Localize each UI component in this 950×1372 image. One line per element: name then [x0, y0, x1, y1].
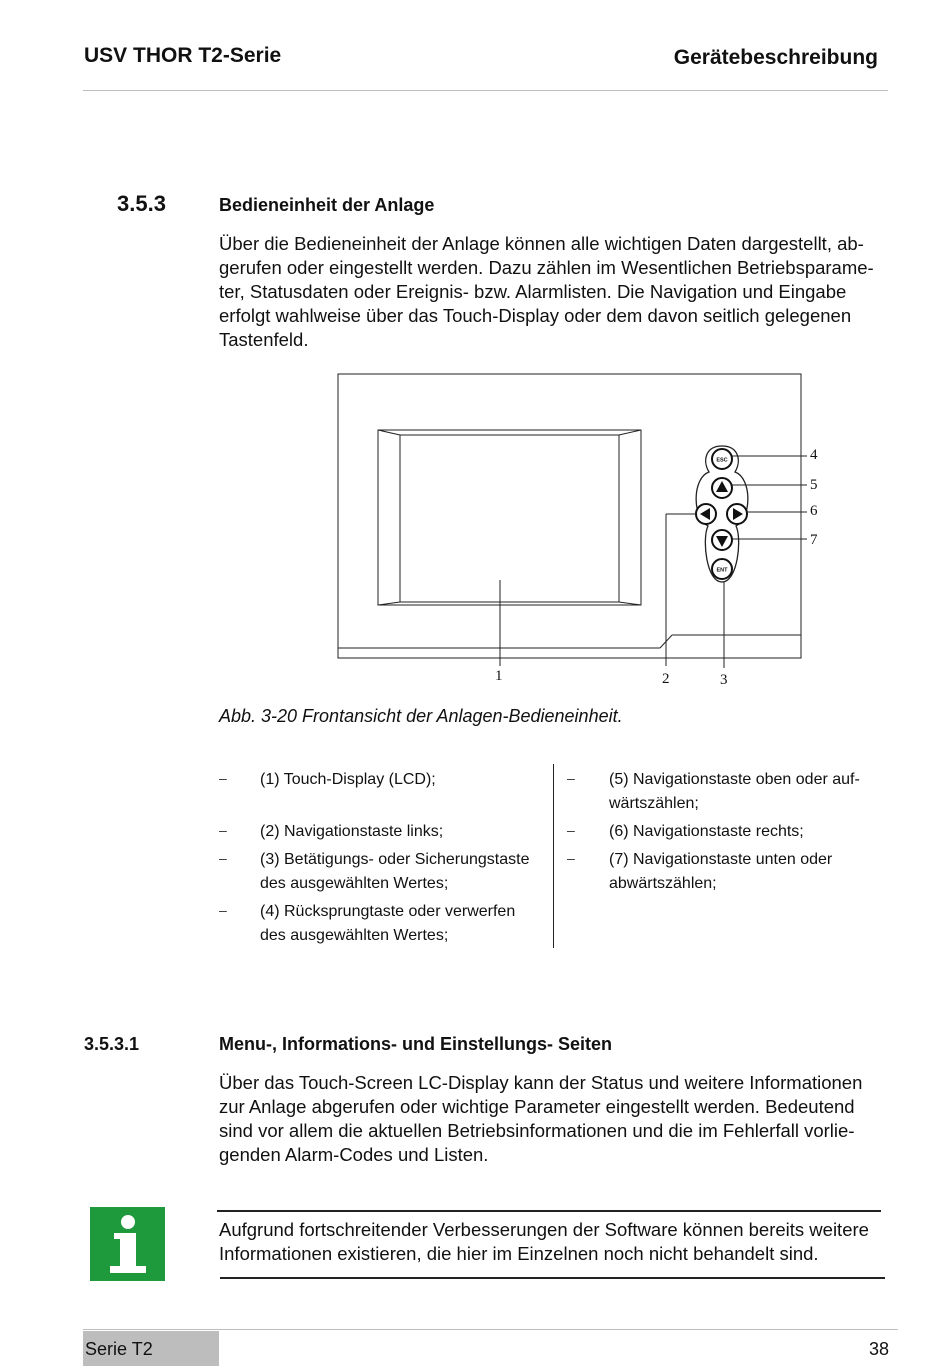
list-item-line: des ausgewählten Wertes;	[260, 875, 449, 892]
note-line: Informationen existieren, die hier im Einzelnen noch nicht behandelt sind.	[219, 1243, 819, 1264]
section-title: Bedieneinheit der Anlage	[219, 195, 435, 215]
paragraph-line: Über die Bedieneinheit der Anlage können alle wichtigen Daten dargestellt, ab-	[219, 233, 864, 254]
note-bottom-rule	[220, 1277, 885, 1279]
list-item-line: (5) Navigationstaste oben oder auf-	[609, 771, 860, 788]
header-rule	[83, 90, 888, 91]
bezel-corner	[378, 430, 400, 435]
footer-rule	[83, 1329, 898, 1330]
note-line: Aufgrund fortschreitender Verbesserungen der Software können bereits weitere	[219, 1219, 869, 1240]
note-top-rule	[217, 1210, 881, 1212]
paragraph-line: genden Alarm-Codes und Listen.	[219, 1144, 489, 1165]
left-button[interactable]	[696, 504, 716, 524]
list-item	[260, 820, 550, 844]
right-button[interactable]	[727, 504, 747, 524]
paragraph-line: Über das Touch-Screen LC-Display kann der Status und weitere Informationen	[219, 1072, 863, 1093]
list-item	[609, 768, 889, 816]
list-item	[609, 820, 889, 844]
list-item-line: wärtszählen;	[609, 795, 699, 812]
paragraph-line: ter, Statusdaten oder Ereignis- bzw. Alarmlisten. Die Navigation und Eingabe	[219, 281, 847, 302]
paragraph-line: Tastenfeld.	[219, 329, 309, 350]
callout-2: 2	[662, 671, 670, 687]
footer-series-box	[83, 1331, 219, 1366]
list-item	[260, 848, 550, 896]
list-dash: –	[219, 850, 227, 866]
list-dash: –	[219, 770, 227, 786]
list-item	[609, 848, 889, 896]
list-item	[260, 900, 550, 948]
note-text	[219, 1218, 899, 1266]
callout-1: 1	[495, 668, 503, 684]
info-glyph	[90, 1207, 165, 1281]
list-dash: –	[567, 770, 575, 786]
info-icon	[90, 1207, 165, 1281]
list-item-line: (2) Navigationstaste links;	[260, 823, 444, 840]
callout-5: 5	[810, 477, 818, 493]
control-unit-figure	[330, 368, 820, 693]
callout-7: 7	[810, 532, 818, 548]
section-paragraph	[219, 232, 899, 352]
esc-button[interactable]	[712, 449, 732, 469]
subsection-title: Menu-, Informations- und Einstellungs- Seiten	[219, 1034, 613, 1054]
callout-3: 3	[720, 672, 728, 688]
callout-4: 4	[810, 447, 818, 463]
page-number: 38	[868, 1339, 889, 1359]
callout-6: 6	[810, 503, 818, 519]
list-item-line: (7) Navigationstaste unten oder	[609, 851, 833, 868]
list-item-line: (6) Navigationstaste rechts;	[609, 823, 804, 840]
footer-series: Serie T2	[85, 1339, 153, 1359]
paragraph-line: sind vor allem die aktuellen Betriebsinformationen und die im Fehlerfall vorlie-	[219, 1120, 855, 1141]
enter-button[interactable]	[712, 559, 732, 579]
enter-label: ENT	[716, 567, 728, 574]
list-item-line: des ausgewählten Wertes;	[260, 927, 449, 944]
down-button[interactable]	[712, 530, 732, 550]
list-item-line: abwärtszählen;	[609, 875, 717, 892]
bezel-corner	[619, 430, 641, 435]
list-dash: –	[567, 850, 575, 866]
paragraph-line: gerufen oder eingestellt werden. Dazu zählen im Wesentlichen Betriebsparame-	[219, 257, 874, 278]
figure-caption: Abb. 3-20 Frontansicht der Anlagen-Bedieneinheit.	[219, 706, 623, 726]
list-item	[260, 768, 550, 792]
header-right-title: Gerätebeschreibung	[673, 46, 878, 69]
legend-divider	[553, 764, 554, 948]
subsection-number: 3.5.3.1	[84, 1034, 140, 1054]
list-item-line: (4) Rücksprungtaste oder verwerfen	[260, 903, 516, 920]
up-button[interactable]	[712, 478, 732, 498]
display-bezel	[378, 430, 641, 605]
header-left-title: USV THOR T2-Serie	[84, 44, 282, 67]
lcd-screen	[400, 435, 619, 602]
section-number: 3.5.3	[117, 191, 166, 216]
esc-label: ESC	[716, 457, 728, 464]
list-item-line: (1) Touch-Display (LCD);	[260, 771, 436, 788]
paragraph-line: zur Anlage abgerufen oder wichtige Parameter eingestellt werden. Bedeutend	[219, 1096, 855, 1117]
paragraph-line: erfolgt wahlweise über das Touch-Display oder dem davon seitlich gelegenen	[219, 305, 852, 326]
list-item-line: (3) Betätigungs- oder Sicherungstaste	[260, 851, 530, 868]
list-dash: –	[219, 902, 227, 918]
list-dash: –	[219, 822, 227, 838]
list-dash: –	[567, 822, 575, 838]
subsection-paragraph	[219, 1071, 899, 1167]
